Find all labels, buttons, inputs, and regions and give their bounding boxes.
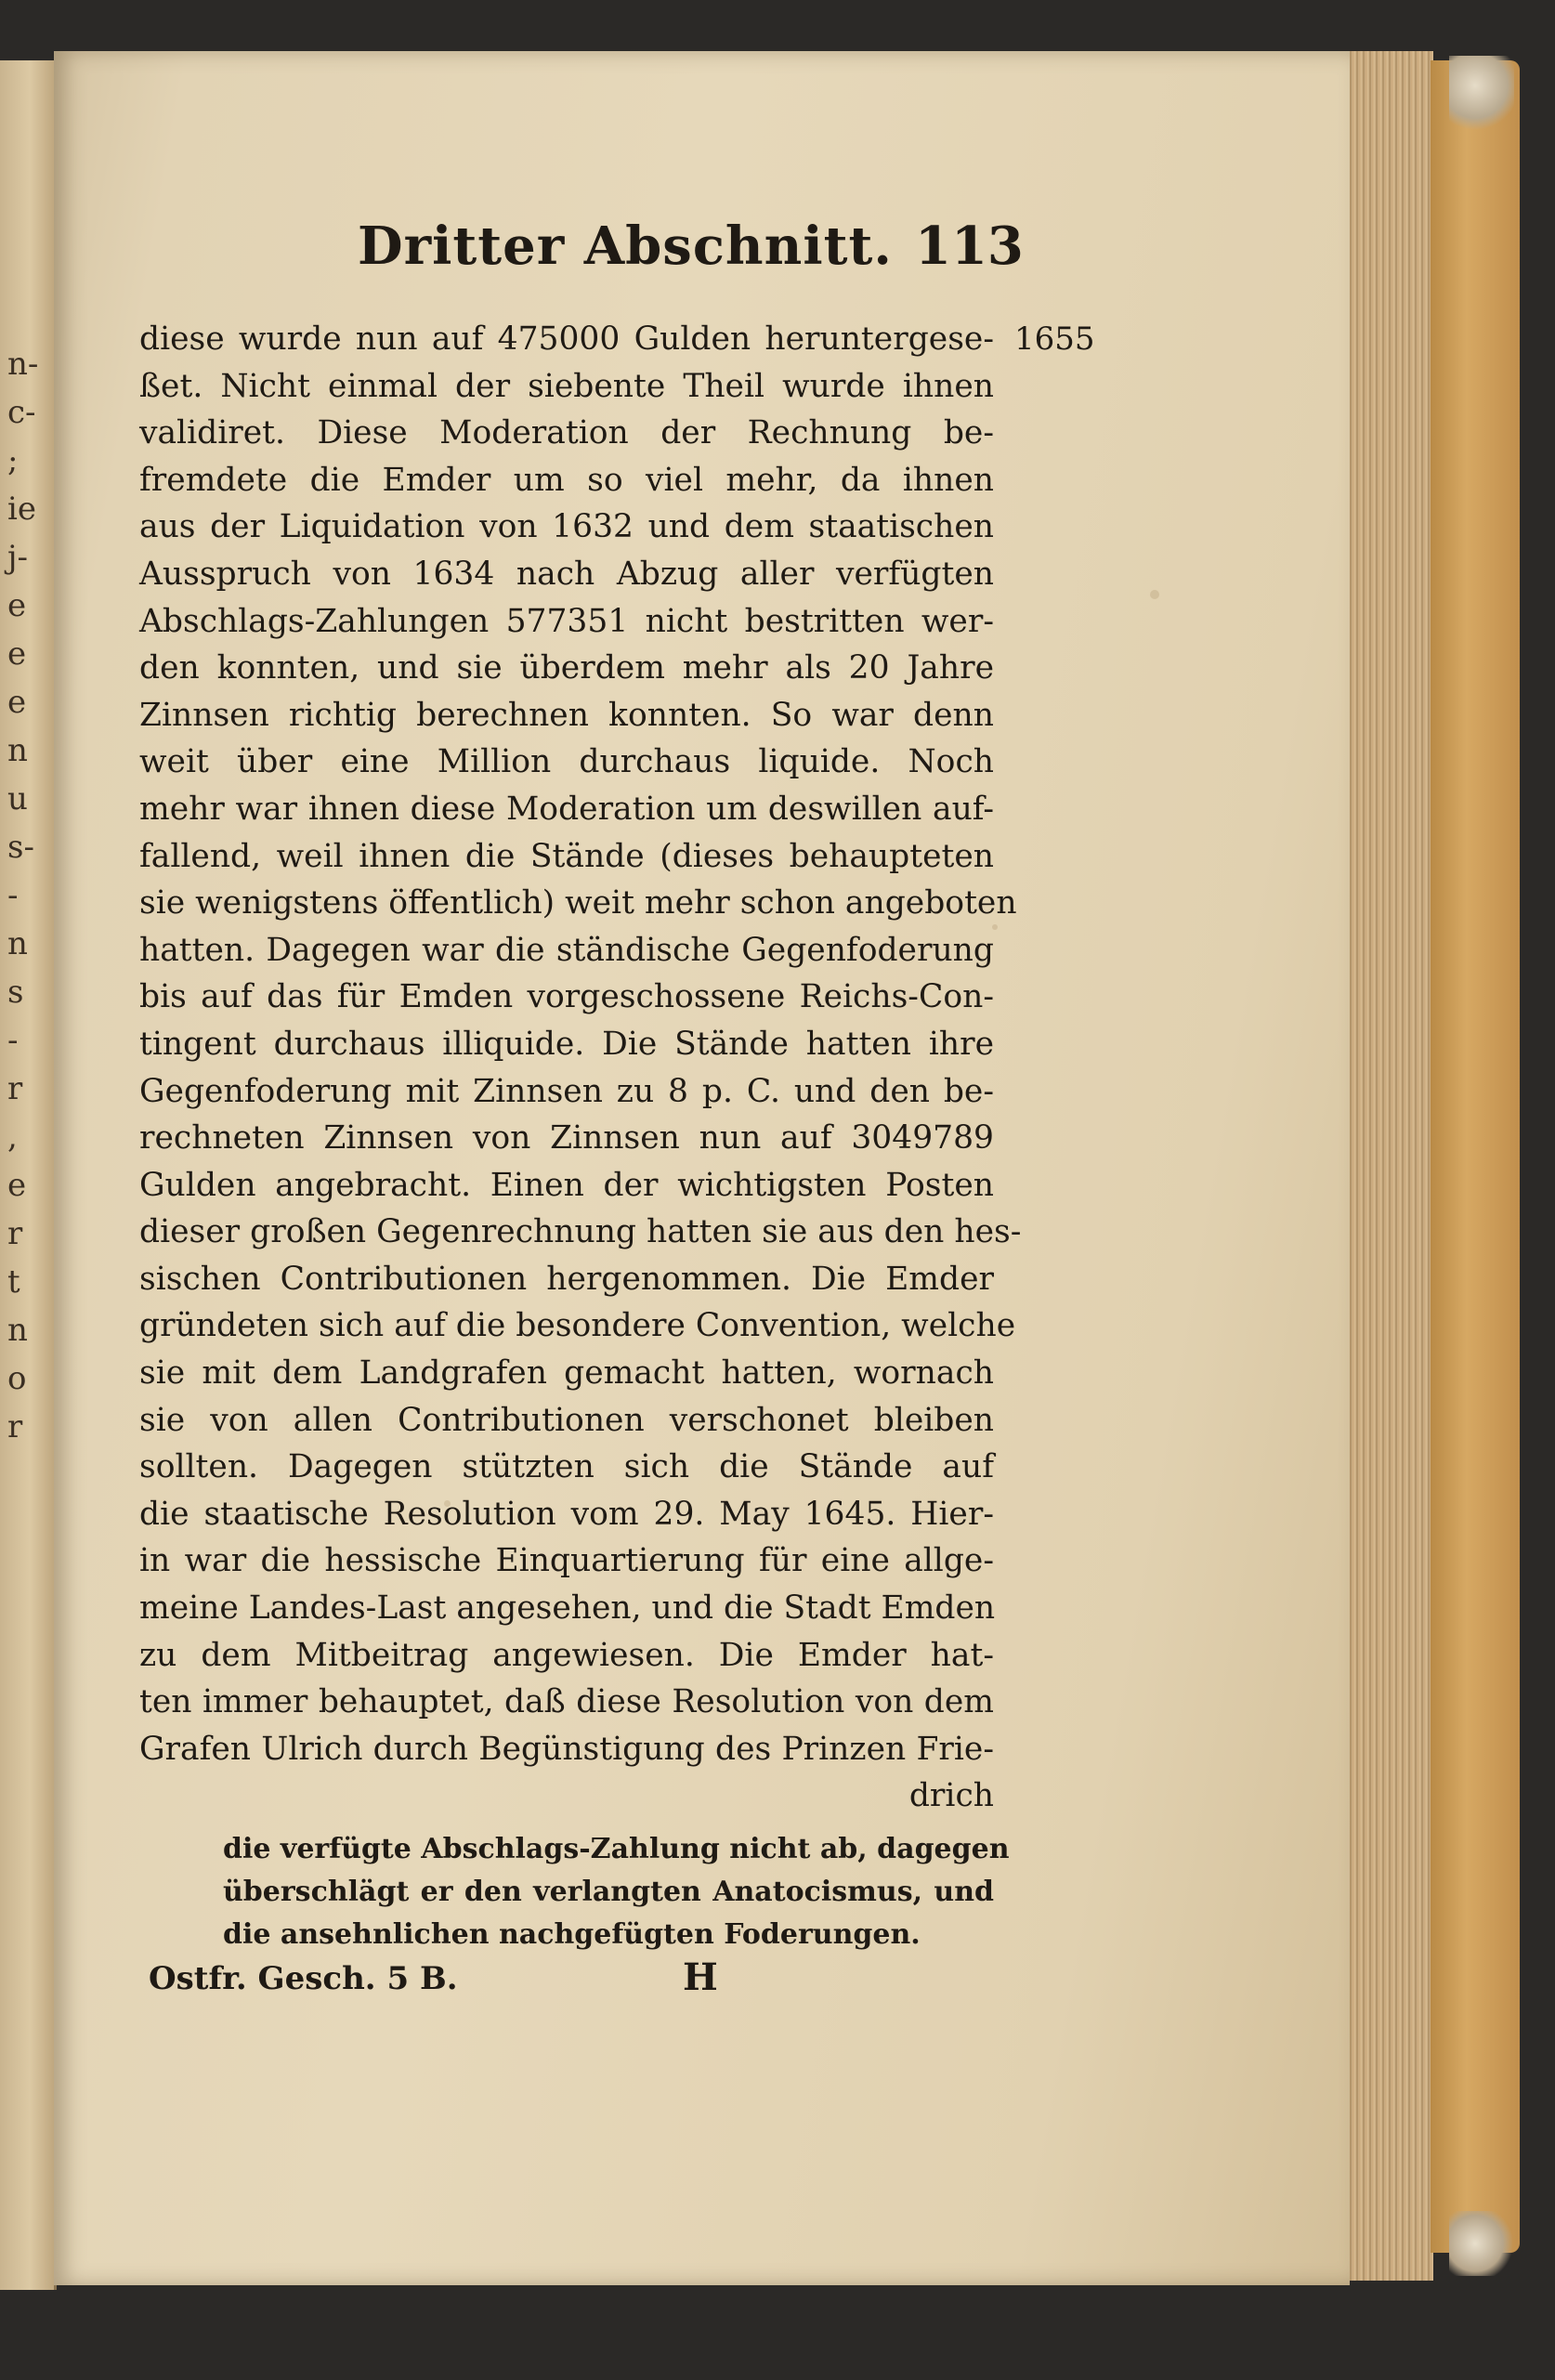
left-page-fragment: r — [7, 1215, 23, 1252]
left-page-fragment: r — [7, 1408, 23, 1445]
body-line: sie wenigstens öffentlich) weit mehr schon angeboten — [139, 884, 1017, 922]
left-page-fragment: s- — [7, 829, 34, 866]
page-header-title: Dritter Abschnitt. — [358, 216, 893, 277]
body-line: fremdete die Emder um so viel mehr, da ihnen — [139, 461, 994, 499]
body-line: hatten. Dagegen war die ständische Gegenfoderung — [139, 931, 994, 969]
left-page-fragment: ; — [7, 442, 19, 479]
body-line: sischen Contributionen hergenommen. Die Emder — [139, 1260, 994, 1298]
left-page-fragment: s — [7, 974, 24, 1011]
body-line: in war die hessische Einquartierung für eine allge- — [139, 1542, 994, 1580]
left-page-fragment: e — [7, 587, 27, 624]
body-line: Abschlags-Zahlungen 577351 nicht bestritten wer- — [139, 602, 994, 640]
left-page-fragment: n — [7, 1312, 28, 1349]
left-page-fragment: t — [7, 1263, 20, 1301]
cover-corner-wear-bottom — [1449, 2211, 1514, 2276]
left-page-fragment: n- — [7, 346, 39, 383]
foxing-spot — [1150, 590, 1159, 599]
catchword: drich — [908, 1777, 994, 1815]
footnote-line: die ansehnlichen nachgefügten Foderungen. — [223, 1918, 921, 1951]
body-line: validiret. Diese Moderation der Rechnung be- — [139, 414, 994, 452]
body-line: weit über eine Million durchaus liquide. Noch — [139, 743, 994, 781]
page-number: 113 — [915, 216, 1024, 277]
body-line: zu dem Mitbeitrag angewiesen. Die Emder hat- — [139, 1636, 994, 1674]
body-line: ten immer behauptet, daß diese Resolution von dem — [139, 1683, 994, 1721]
body-line: den konnten, und sie überdem mehr als 20 Jahre — [139, 649, 994, 687]
left-page-fragment: n — [7, 925, 28, 962]
body-line: dieser großen Gegenrechnung hatten sie aus den hes- — [139, 1213, 1022, 1251]
body-line: rechneten Zinnsen von Zinnsen nun auf 3049789 — [139, 1119, 994, 1157]
left-page-fragment: r — [7, 1070, 23, 1107]
footnote-line: überschlägt er den verlangten Anatocismus, und — [223, 1876, 994, 1908]
footnote-line: die verfügte Abschlags-Zahlung nicht ab, dagegen — [223, 1833, 1010, 1865]
left-page-fragment: - — [7, 1022, 19, 1059]
body-line: sie mit dem Landgrafen gemacht hatten, wornach — [139, 1354, 994, 1393]
body-line: Gegenfoderung mit Zinnsen zu 8 p. C. und den be- — [139, 1072, 994, 1110]
body-line: ßet. Nicht einmal der siebente Theil wurde ihnen — [139, 367, 994, 405]
left-page-fragment: c- — [7, 394, 36, 431]
body-line: aus der Liquidation von 1632 und dem staatischen — [139, 508, 994, 546]
footnote — [223, 1828, 1010, 1956]
printer-signature: Ostfr. Gesch. 5 B. — [149, 1960, 458, 1997]
left-page-fragment: ie — [7, 490, 36, 528]
left-page-fragment: u — [7, 780, 28, 817]
body-line: Ausspruch von 1634 nach Abzug aller verfügten — [139, 555, 994, 593]
body-line: sollten. Dagegen stützten sich die Stände auf — [139, 1448, 994, 1486]
body-line: fallend, weil ihnen die Stände (dieses behaupteten — [139, 837, 994, 875]
body-line: sie von allen Contributionen verschonet bleiben — [139, 1401, 994, 1439]
signature-mark: H — [683, 1955, 718, 1999]
left-page-fragment: e — [7, 635, 27, 673]
left-page-fragment: e — [7, 684, 27, 721]
body-line: tingent durchaus illiquide. Die Stände hatten ihre — [139, 1025, 994, 1063]
body-line: mehr war ihnen diese Moderation um deswillen auf- — [139, 790, 994, 828]
margin-year-note: 1655 — [1014, 320, 1095, 358]
body-line: Grafen Ulrich durch Begünstigung des Prinzen Frie- — [139, 1730, 994, 1768]
book-cover-edge — [1431, 60, 1520, 2253]
body-line: meine Landes-Last angesehen, und die Stadt Emden — [139, 1589, 996, 1628]
left-page-fragment: o — [7, 1360, 27, 1397]
left-page-fragment: e — [7, 1167, 27, 1204]
body-line: Gulden angebracht. Einen der wichtigsten Posten — [139, 1166, 994, 1204]
body-line: die staatische Resolution vom 29. May 1645. Hier- — [139, 1495, 994, 1533]
body-line: gründeten sich auf die besondere Convention, welche — [139, 1307, 1016, 1345]
left-page-fragment: , — [7, 1118, 18, 1156]
left-page-fragment: n — [7, 732, 28, 769]
left-facing-page-edge — [0, 60, 57, 2290]
body-line: Zinnsen richtig berechnen konnten. So war denn — [139, 696, 994, 734]
body-line: diese wurde nun auf 475000 Gulden heruntergese- — [139, 320, 994, 358]
body-text — [139, 316, 1022, 1820]
left-page-fragment: - — [7, 877, 19, 914]
left-page-fragment: j- — [7, 539, 29, 576]
cover-corner-wear-top — [1449, 56, 1514, 130]
body-line: bis auf das für Emden vorgeschossene Reichs-Con- — [139, 978, 994, 1016]
